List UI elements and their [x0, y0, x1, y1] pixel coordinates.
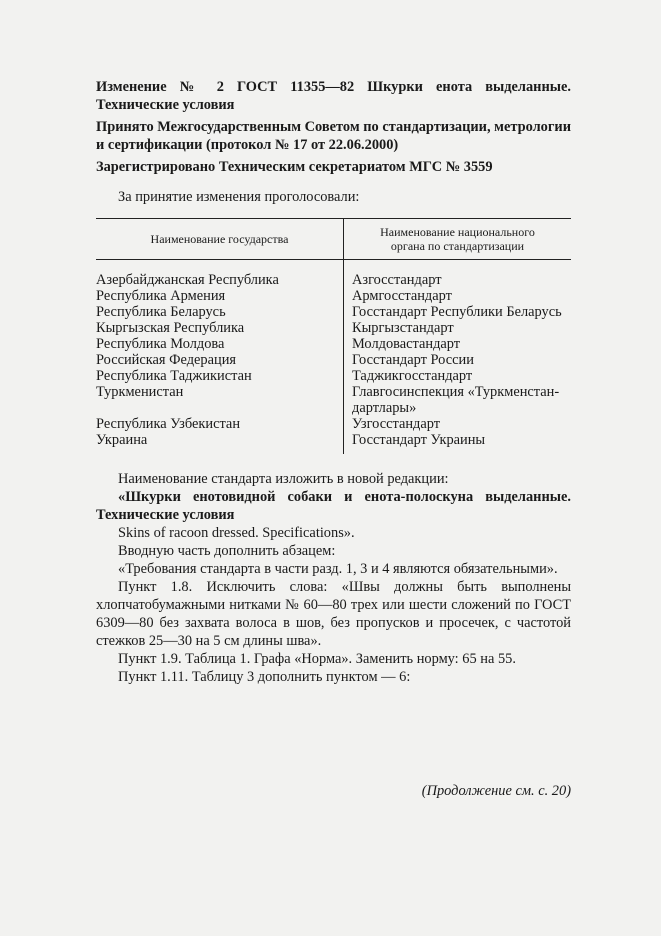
table-row: [96, 352, 571, 368]
table-row: [96, 288, 571, 304]
state-cell: Республика Таджикистан: [96, 368, 252, 384]
paragraph-new-title: «Шкурки енотовидной собаки и енота-полоскуна выделанные. Технические условия: [96, 489, 571, 523]
table-row: [96, 336, 571, 352]
state-cell: Кыргызская Республика: [96, 320, 245, 336]
table-row: [96, 368, 571, 384]
state-cell: Республика Армения: [96, 288, 226, 304]
org-cell: Кыргызстандарт: [344, 320, 572, 336]
amendment-title: Изменение № 2 ГОСТ 11355—82 Шкурки енота выделанные. Технические условия: [96, 79, 571, 113]
org-cell: Главгосинспекция «Туркменстан-дартлары»: [344, 384, 572, 416]
org-cell: Армгосстандарт: [344, 288, 572, 304]
state-cell: Республика Беларусь: [96, 304, 226, 320]
amendment-body: [96, 470, 571, 686]
voted-intro: За принятие изменения проголосовали:: [118, 189, 360, 205]
registration-note: Зарегистрировано Техническим секретариатом МГС № 3559: [96, 159, 493, 175]
state-cell: Республика Молдова: [96, 336, 225, 352]
table-row: [96, 432, 571, 454]
org-cell: Узгосстандарт: [344, 416, 572, 432]
state-cell: Украина: [96, 432, 148, 448]
org-cell: Таджикгосстандарт: [344, 368, 572, 384]
org-cell: Азгосстандарт: [344, 260, 572, 289]
paragraph-item-1-11: Пункт 1.11. Таблицу 3 дополнить пунктом — 6:: [118, 669, 411, 685]
table-row: [96, 304, 571, 320]
state-cell: Российская Федерация: [96, 352, 237, 368]
col-header-org-line1: Наименование национального: [380, 225, 535, 239]
org-cell: Молдовастандарт: [344, 336, 572, 352]
adoption-note: Принято Межгосударственным Советом по стандартизации, метрологии и сертификации (протокол № 17 от 22.06.2000): [96, 119, 571, 153]
paragraph-english-title: Skins of racoon dressed. Specifications».: [118, 525, 355, 541]
state-cell: Туркменистан: [96, 384, 184, 400]
paragraph-intro-addition: Вводную часть дополнить абзацем:: [118, 543, 336, 559]
paragraph-item-1-8: Пункт 1.8. Исключить слова: «Швы должны быть выполнены хлопчатобумажными нитками № 60—80 трех или шести сложений по ГОСТ 6309—80 без захвата волоса в шов, без пропусков и просечек, с частотой стежков 25—30 на 5 см длины шва».: [96, 579, 571, 649]
col-header-org-line2: органа по стандартизации: [390, 239, 525, 253]
org-cell: Госстандарт Республики Беларусь: [344, 304, 572, 320]
paragraph-item-1-9: Пункт 1.9. Таблица 1. Графа «Норма». Заменить норму: 65 на 55.: [118, 651, 516, 667]
col-header-state: Наименование государства: [96, 219, 344, 260]
voting-table: [96, 218, 571, 454]
col-header-org: [344, 219, 572, 260]
state-cell: Азербайджанская Республика: [96, 272, 279, 288]
org-cell: Госстандарт Украины: [344, 432, 572, 454]
state-cell: Республика Узбекистан: [96, 416, 241, 432]
table-row: [96, 260, 571, 289]
paragraph-rename-intro: Наименование стандарта изложить в новой редакции:: [118, 471, 449, 487]
paragraph-mandatory: «Требования стандарта в части разд. 1, 3 и 4 являются обязательными».: [118, 561, 558, 577]
continuation-note: (Продолжение см. с. 20): [421, 783, 571, 799]
table-header-row: [96, 219, 571, 260]
document-page: [96, 78, 571, 686]
org-cell: Госстандарт России: [344, 352, 572, 368]
table-row: [96, 416, 571, 432]
table-row: [96, 384, 571, 416]
table-row: [96, 320, 571, 336]
